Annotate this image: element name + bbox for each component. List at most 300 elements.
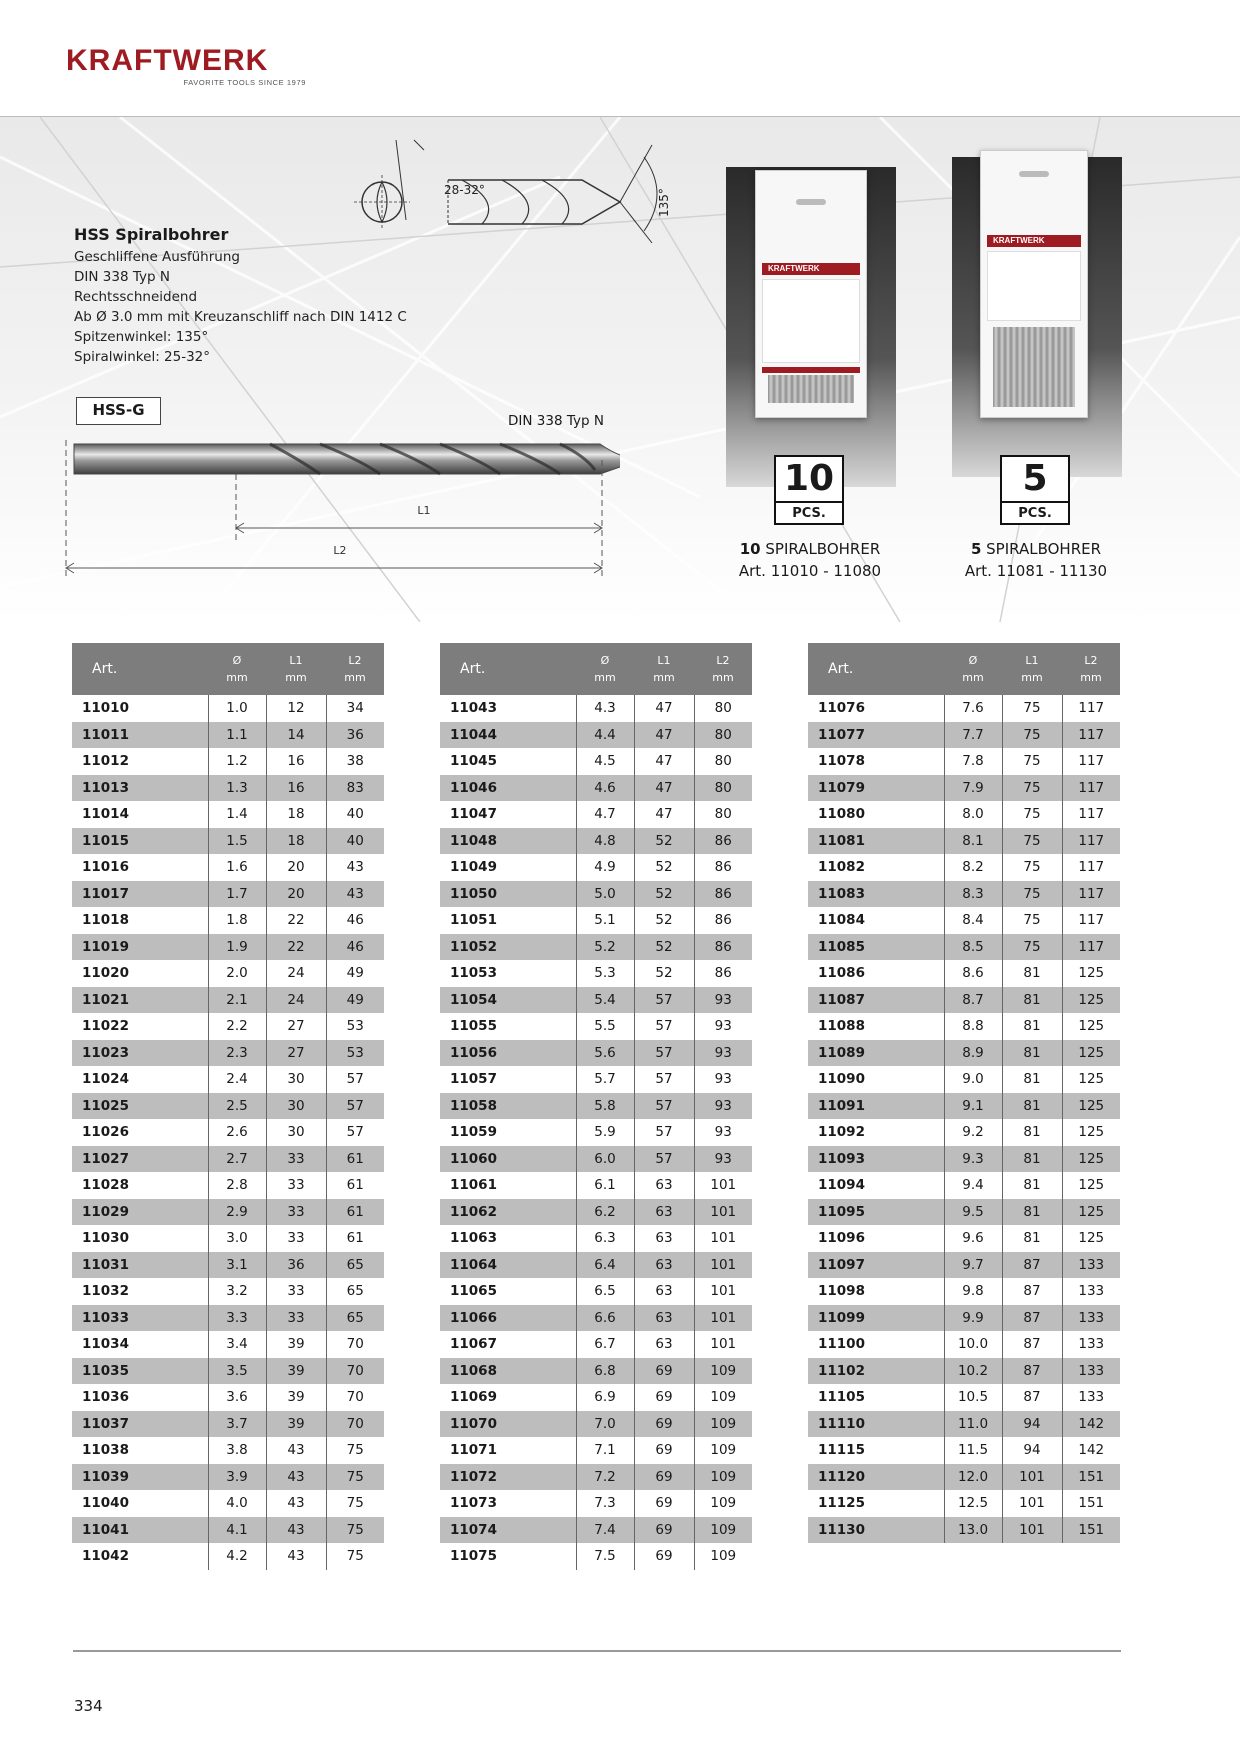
table-row	[440, 1517, 752, 1544]
table-row	[440, 1384, 752, 1411]
cell-l1: 81	[1002, 1040, 1062, 1067]
pack-caption-10	[700, 538, 920, 582]
cell-diameter: 1.4	[208, 801, 266, 828]
cell-l2: 93	[694, 1066, 752, 1093]
cell-l2: 70	[326, 1331, 384, 1358]
table-row	[72, 987, 384, 1014]
cell-art: 11047	[450, 806, 497, 823]
cell-art: 11053	[450, 965, 497, 982]
cell-l2: 61	[326, 1225, 384, 1252]
cell-l2: 133	[1062, 1384, 1120, 1411]
cell-diameter: 4.8	[576, 828, 634, 855]
cell-diameter: 3.6	[208, 1384, 266, 1411]
cell-l2: 125	[1062, 1225, 1120, 1252]
cell-l2: 125	[1062, 1172, 1120, 1199]
pack-unit: PCS.	[776, 501, 842, 525]
cell-l1: 39	[266, 1358, 326, 1385]
table-row	[808, 828, 1120, 855]
cell-l2: 86	[694, 907, 752, 934]
cell-art: 11095	[808, 1199, 944, 1226]
table-row	[808, 1331, 1120, 1358]
table-row	[808, 1437, 1120, 1464]
cell-diameter: 12.0	[944, 1464, 1002, 1491]
cell-art: 11052	[440, 934, 576, 961]
header-label: L2	[1084, 654, 1098, 667]
cell-art: 11080	[818, 806, 865, 823]
pack-caption-text: SPIRALBOHRER	[981, 540, 1102, 558]
table-row	[72, 1146, 384, 1173]
cell-l2: 125	[1062, 1040, 1120, 1067]
cell-art: 11087	[808, 987, 944, 1014]
cell-l1: 52	[634, 828, 694, 855]
pack-brand-strip: KRAFTWERK	[987, 235, 1081, 247]
cell-diameter: 7.6	[944, 695, 1002, 722]
cell-l2: 80	[694, 748, 752, 775]
table-row	[72, 1358, 384, 1385]
pack-unit: PCS.	[1002, 501, 1068, 525]
table-row	[440, 1252, 752, 1279]
cell-art: 11063	[450, 1230, 497, 1247]
header-art: Art.	[440, 643, 576, 695]
cell-l2: 65	[326, 1252, 384, 1279]
table-row	[808, 987, 1120, 1014]
cell-l2: 117	[1062, 881, 1120, 908]
cell-diameter: 4.7	[576, 801, 634, 828]
cell-l1: 81	[1002, 987, 1062, 1014]
cell-l1: 75	[1002, 748, 1062, 775]
cell-l2: 133	[1062, 1278, 1120, 1305]
cell-l1: 57	[634, 1040, 694, 1067]
table-row	[440, 801, 752, 828]
cell-art: 11023	[72, 1040, 208, 1067]
cell-l1: 81	[1002, 1146, 1062, 1173]
cell-art: 11016	[82, 859, 129, 876]
cell-l2: 49	[326, 960, 384, 987]
cell-art: 11084	[818, 912, 865, 929]
cell-diameter: 1.9	[208, 934, 266, 961]
table-row	[440, 828, 752, 855]
brand-tagline: FAVORITE TOOLS SINCE 1979	[183, 78, 306, 87]
cell-art: 11099	[808, 1305, 944, 1332]
cell-art: 11035	[72, 1358, 208, 1385]
cell-l1: 75	[1002, 881, 1062, 908]
table-row	[440, 907, 752, 934]
cell-diameter: 7.2	[576, 1464, 634, 1491]
cell-diameter: 8.6	[944, 960, 1002, 987]
table-row	[72, 1172, 384, 1199]
cell-art: 11048	[440, 828, 576, 855]
cell-art: 11032	[82, 1283, 129, 1300]
cell-l1: 47	[634, 695, 694, 722]
header-label: L2	[348, 654, 362, 667]
cell-l1: 12	[266, 695, 326, 722]
cell-l1: 101	[1002, 1464, 1062, 1491]
cell-l2: 80	[694, 722, 752, 749]
pack-red-bar	[762, 367, 860, 373]
header-label: L1	[289, 654, 303, 667]
pack-hang-hole	[796, 199, 826, 205]
pack-image-10	[755, 170, 867, 418]
cell-l2: 117	[1062, 907, 1120, 934]
cell-art: 11025	[72, 1093, 208, 1120]
header-label: Ø	[232, 654, 242, 667]
cell-l2: 36	[326, 722, 384, 749]
cell-art: 11125	[818, 1495, 865, 1512]
tip-angle-label: 135°	[657, 188, 671, 217]
cell-l2: 80	[694, 801, 752, 828]
cell-l2: 117	[1062, 695, 1120, 722]
cell-art: 11040	[82, 1495, 129, 1512]
cell-l2: 125	[1062, 1066, 1120, 1093]
cell-diameter: 3.2	[208, 1278, 266, 1305]
cell-l2: 101	[694, 1225, 752, 1252]
cell-diameter: 1.1	[208, 722, 266, 749]
product-spec-line: Rechtsschneidend	[74, 289, 198, 305]
cell-l2: 61	[326, 1172, 384, 1199]
cell-art: 11064	[440, 1252, 576, 1279]
cell-l1: 87	[1002, 1331, 1062, 1358]
cell-l2: 93	[694, 987, 752, 1014]
cell-l2: 86	[694, 960, 752, 987]
table-row	[440, 1172, 752, 1199]
cell-art: 11085	[808, 934, 944, 961]
cell-diameter: 5.2	[576, 934, 634, 961]
cell-l1: 69	[634, 1411, 694, 1438]
pack-count-badge-10	[774, 455, 844, 525]
cell-l1: 69	[634, 1437, 694, 1464]
table-row	[72, 1225, 384, 1252]
cell-diameter: 5.0	[576, 881, 634, 908]
cell-l1: 18	[266, 801, 326, 828]
cell-art: 11020	[82, 965, 129, 982]
product-spec-line: Ab Ø 3.0 mm mit Kreuzanschliff nach DIN 1412 C	[74, 309, 407, 325]
cell-diameter: 6.8	[576, 1358, 634, 1385]
cell-l2: 133	[1062, 1358, 1120, 1385]
cell-l2: 109	[694, 1437, 752, 1464]
cell-diameter: 3.0	[208, 1225, 266, 1252]
spec-table-1	[72, 643, 384, 1570]
cell-l1: 30	[266, 1119, 326, 1146]
cell-art: 11073	[450, 1495, 497, 1512]
table-row	[72, 1543, 384, 1570]
cell-diameter: 5.1	[576, 907, 634, 934]
product-spec-line: DIN 338 Typ N	[74, 269, 170, 285]
table-row	[808, 934, 1120, 961]
table-row	[72, 748, 384, 775]
footer-divider	[73, 1650, 1121, 1652]
cell-l2: 34	[326, 695, 384, 722]
table-row	[808, 1358, 1120, 1385]
header-l2	[1062, 643, 1120, 695]
cell-l1: 33	[266, 1278, 326, 1305]
cell-l1: 75	[1002, 801, 1062, 828]
cell-diameter: 5.9	[576, 1119, 634, 1146]
table-row	[440, 1358, 752, 1385]
table-row	[72, 907, 384, 934]
cell-diameter: 8.4	[944, 907, 1002, 934]
header-unit: mm	[712, 671, 734, 684]
header-diameter	[944, 643, 1002, 695]
table-row	[808, 801, 1120, 828]
cell-l1: 69	[634, 1464, 694, 1491]
cell-l1: 16	[266, 748, 326, 775]
table-row	[72, 1331, 384, 1358]
cell-l2: 109	[694, 1543, 752, 1570]
cell-art: 11031	[72, 1252, 208, 1279]
cell-l1: 81	[1002, 1119, 1062, 1146]
l2-label: L2	[333, 544, 347, 557]
product-description	[74, 225, 407, 367]
table-row	[808, 1384, 1120, 1411]
cell-diameter: 10.5	[944, 1384, 1002, 1411]
cell-art: 11037	[72, 1411, 208, 1438]
brand-logo	[66, 46, 326, 87]
cell-l1: 47	[634, 722, 694, 749]
pack-brand-strip: KRAFTWERK	[762, 263, 860, 275]
header-unit: mm	[962, 671, 984, 684]
table-row	[72, 1093, 384, 1120]
pack-art-range: Art. 11081 - 11130	[964, 562, 1108, 580]
header-unit: mm	[594, 671, 616, 684]
header-unit: mm	[285, 671, 307, 684]
cell-l2: 57	[326, 1066, 384, 1093]
cell-l1: 24	[266, 960, 326, 987]
cell-art: 11011	[72, 722, 208, 749]
cell-l1: 87	[1002, 1384, 1062, 1411]
cell-l2: 70	[326, 1358, 384, 1385]
cell-l1: 30	[266, 1093, 326, 1120]
cell-art: 11078	[818, 753, 865, 770]
cell-l1: 43	[266, 1543, 326, 1570]
header-label: Ø	[600, 654, 610, 667]
cell-l1: 43	[266, 1490, 326, 1517]
pack-label	[987, 251, 1081, 321]
table-row	[808, 1517, 1120, 1544]
cell-l2: 125	[1062, 1146, 1120, 1173]
table-row	[72, 1517, 384, 1544]
table-row	[440, 1093, 752, 1120]
cell-l2: 61	[326, 1146, 384, 1173]
cell-diameter: 6.1	[576, 1172, 634, 1199]
cell-diameter: 8.3	[944, 881, 1002, 908]
cell-art: 11036	[82, 1389, 129, 1406]
cell-l1: 52	[634, 934, 694, 961]
cell-art: 11057	[450, 1071, 497, 1088]
table-row	[440, 1066, 752, 1093]
cell-l1: 43	[266, 1517, 326, 1544]
cell-l2: 75	[326, 1437, 384, 1464]
cell-l1: 63	[634, 1172, 694, 1199]
table-row	[808, 907, 1120, 934]
cell-art: 11068	[440, 1358, 576, 1385]
table-row	[72, 1278, 384, 1305]
pack-label	[762, 279, 860, 363]
cell-diameter: 7.7	[944, 722, 1002, 749]
cell-l1: 36	[266, 1252, 326, 1279]
table-row	[808, 1066, 1120, 1093]
cell-l2: 86	[694, 881, 752, 908]
header-unit: mm	[1080, 671, 1102, 684]
cell-art: 11021	[72, 987, 208, 1014]
table-row	[72, 1305, 384, 1332]
cell-l2: 61	[326, 1199, 384, 1226]
cell-l2: 109	[694, 1411, 752, 1438]
cell-art: 11072	[440, 1464, 576, 1491]
cell-art: 11060	[440, 1146, 576, 1173]
cell-l2: 93	[694, 1146, 752, 1173]
cell-diameter: 2.0	[208, 960, 266, 987]
table-row	[72, 1199, 384, 1226]
cell-diameter: 1.0	[208, 695, 266, 722]
cell-diameter: 9.4	[944, 1172, 1002, 1199]
header-label: L1	[657, 654, 671, 667]
cell-l1: 20	[266, 881, 326, 908]
cell-diameter: 2.1	[208, 987, 266, 1014]
cell-art: 11086	[818, 965, 865, 982]
cell-l1: 94	[1002, 1437, 1062, 1464]
cell-art: 11083	[808, 881, 944, 908]
table-header-row	[808, 643, 1120, 695]
cell-diameter: 2.5	[208, 1093, 266, 1120]
cell-l1: 75	[1002, 907, 1062, 934]
cell-l2: 151	[1062, 1464, 1120, 1491]
header-unit: mm	[1021, 671, 1043, 684]
cell-l2: 125	[1062, 1013, 1120, 1040]
header-label: L1	[1025, 654, 1039, 667]
cell-l2: 53	[326, 1040, 384, 1067]
cell-l2: 117	[1062, 854, 1120, 881]
cell-l2: 101	[694, 1199, 752, 1226]
table-row	[72, 1464, 384, 1491]
cell-l1: 75	[1002, 828, 1062, 855]
cell-l1: 52	[634, 907, 694, 934]
cell-l2: 75	[326, 1517, 384, 1544]
cell-art: 11082	[818, 859, 865, 876]
cell-art: 11061	[450, 1177, 497, 1194]
table-row	[808, 854, 1120, 881]
table-row	[440, 1199, 752, 1226]
cell-diameter: 5.4	[576, 987, 634, 1014]
l1-label: L1	[417, 504, 431, 517]
cell-diameter: 2.4	[208, 1066, 266, 1093]
cell-diameter: 7.0	[576, 1411, 634, 1438]
cell-diameter: 9.5	[944, 1199, 1002, 1226]
cell-art: 11027	[72, 1146, 208, 1173]
cell-diameter: 2.6	[208, 1119, 266, 1146]
cell-art: 11074	[440, 1517, 576, 1544]
cell-l1: 81	[1002, 1013, 1062, 1040]
cell-diameter: 1.6	[208, 854, 266, 881]
table-row	[72, 854, 384, 881]
cell-art: 11010	[82, 700, 129, 717]
cell-art: 11051	[450, 912, 497, 929]
cell-diameter: 4.3	[576, 695, 634, 722]
cell-diameter: 9.1	[944, 1093, 1002, 1120]
table-row	[808, 1119, 1120, 1146]
cell-l1: 30	[266, 1066, 326, 1093]
table-row	[440, 1040, 752, 1067]
cell-art: 11071	[450, 1442, 497, 1459]
cell-l2: 125	[1062, 987, 1120, 1014]
cell-art: 11069	[450, 1389, 497, 1406]
cell-art: 11058	[440, 1093, 576, 1120]
cell-l1: 39	[266, 1384, 326, 1411]
table-row	[72, 960, 384, 987]
cell-diameter: 5.5	[576, 1013, 634, 1040]
cell-art: 11088	[818, 1018, 865, 1035]
cell-diameter: 6.6	[576, 1305, 634, 1332]
cell-diameter: 3.5	[208, 1358, 266, 1385]
cell-l1: 52	[634, 960, 694, 987]
table-row	[72, 1437, 384, 1464]
pack-caption-count: 5	[970, 540, 982, 558]
cell-art: 11038	[82, 1442, 129, 1459]
cell-l2: 86	[694, 934, 752, 961]
table-row	[72, 775, 384, 802]
cell-diameter: 4.0	[208, 1490, 266, 1517]
cell-art: 11094	[818, 1177, 865, 1194]
cell-l1: 22	[266, 934, 326, 961]
cell-art: 11065	[450, 1283, 497, 1300]
cell-l2: 93	[694, 1093, 752, 1120]
cell-l2: 117	[1062, 801, 1120, 828]
pack-art-range: Art. 11010 - 11080	[738, 562, 882, 580]
cell-diameter: 3.4	[208, 1331, 266, 1358]
cell-diameter: 9.2	[944, 1119, 1002, 1146]
cell-diameter: 6.7	[576, 1331, 634, 1358]
table-row	[808, 1040, 1120, 1067]
table-row	[808, 748, 1120, 775]
table-row	[72, 695, 384, 722]
header-label: Ø	[968, 654, 978, 667]
cell-art: 11093	[808, 1146, 944, 1173]
pack-caption-text: SPIRALBOHRER	[760, 540, 881, 558]
drill-bit-diagram	[60, 430, 620, 580]
cell-l2: 43	[326, 881, 384, 908]
table-row	[440, 987, 752, 1014]
table-row	[440, 960, 752, 987]
cell-diameter: 6.5	[576, 1278, 634, 1305]
cell-art: 11039	[72, 1464, 208, 1491]
cell-diameter: 9.8	[944, 1278, 1002, 1305]
table-row	[808, 1411, 1120, 1438]
cell-art: 11050	[440, 881, 576, 908]
cell-diameter: 2.9	[208, 1199, 266, 1226]
cell-diameter: 10.2	[944, 1358, 1002, 1385]
cell-l2: 93	[694, 1119, 752, 1146]
cell-l1: 81	[1002, 1225, 1062, 1252]
cell-diameter: 7.5	[576, 1543, 634, 1570]
header-l1	[634, 643, 694, 695]
cell-l1: 63	[634, 1278, 694, 1305]
page-number: 334	[74, 1697, 103, 1715]
cell-l1: 69	[634, 1517, 694, 1544]
table-row	[72, 828, 384, 855]
cell-l2: 101	[694, 1252, 752, 1279]
table-row	[808, 1146, 1120, 1173]
cell-diameter: 1.8	[208, 907, 266, 934]
cell-art: 11044	[440, 722, 576, 749]
cell-art: 11102	[808, 1358, 944, 1385]
product-title: HSS Spiralbohrer	[74, 225, 229, 244]
cell-diameter: 4.9	[576, 854, 634, 881]
cell-diameter: 6.9	[576, 1384, 634, 1411]
cell-l1: 57	[634, 1146, 694, 1173]
cell-diameter: 4.1	[208, 1517, 266, 1544]
product-spec-line: Spitzenwinkel: 135°	[74, 329, 209, 345]
cell-l1: 57	[634, 1093, 694, 1120]
cell-art: 11015	[72, 828, 208, 855]
